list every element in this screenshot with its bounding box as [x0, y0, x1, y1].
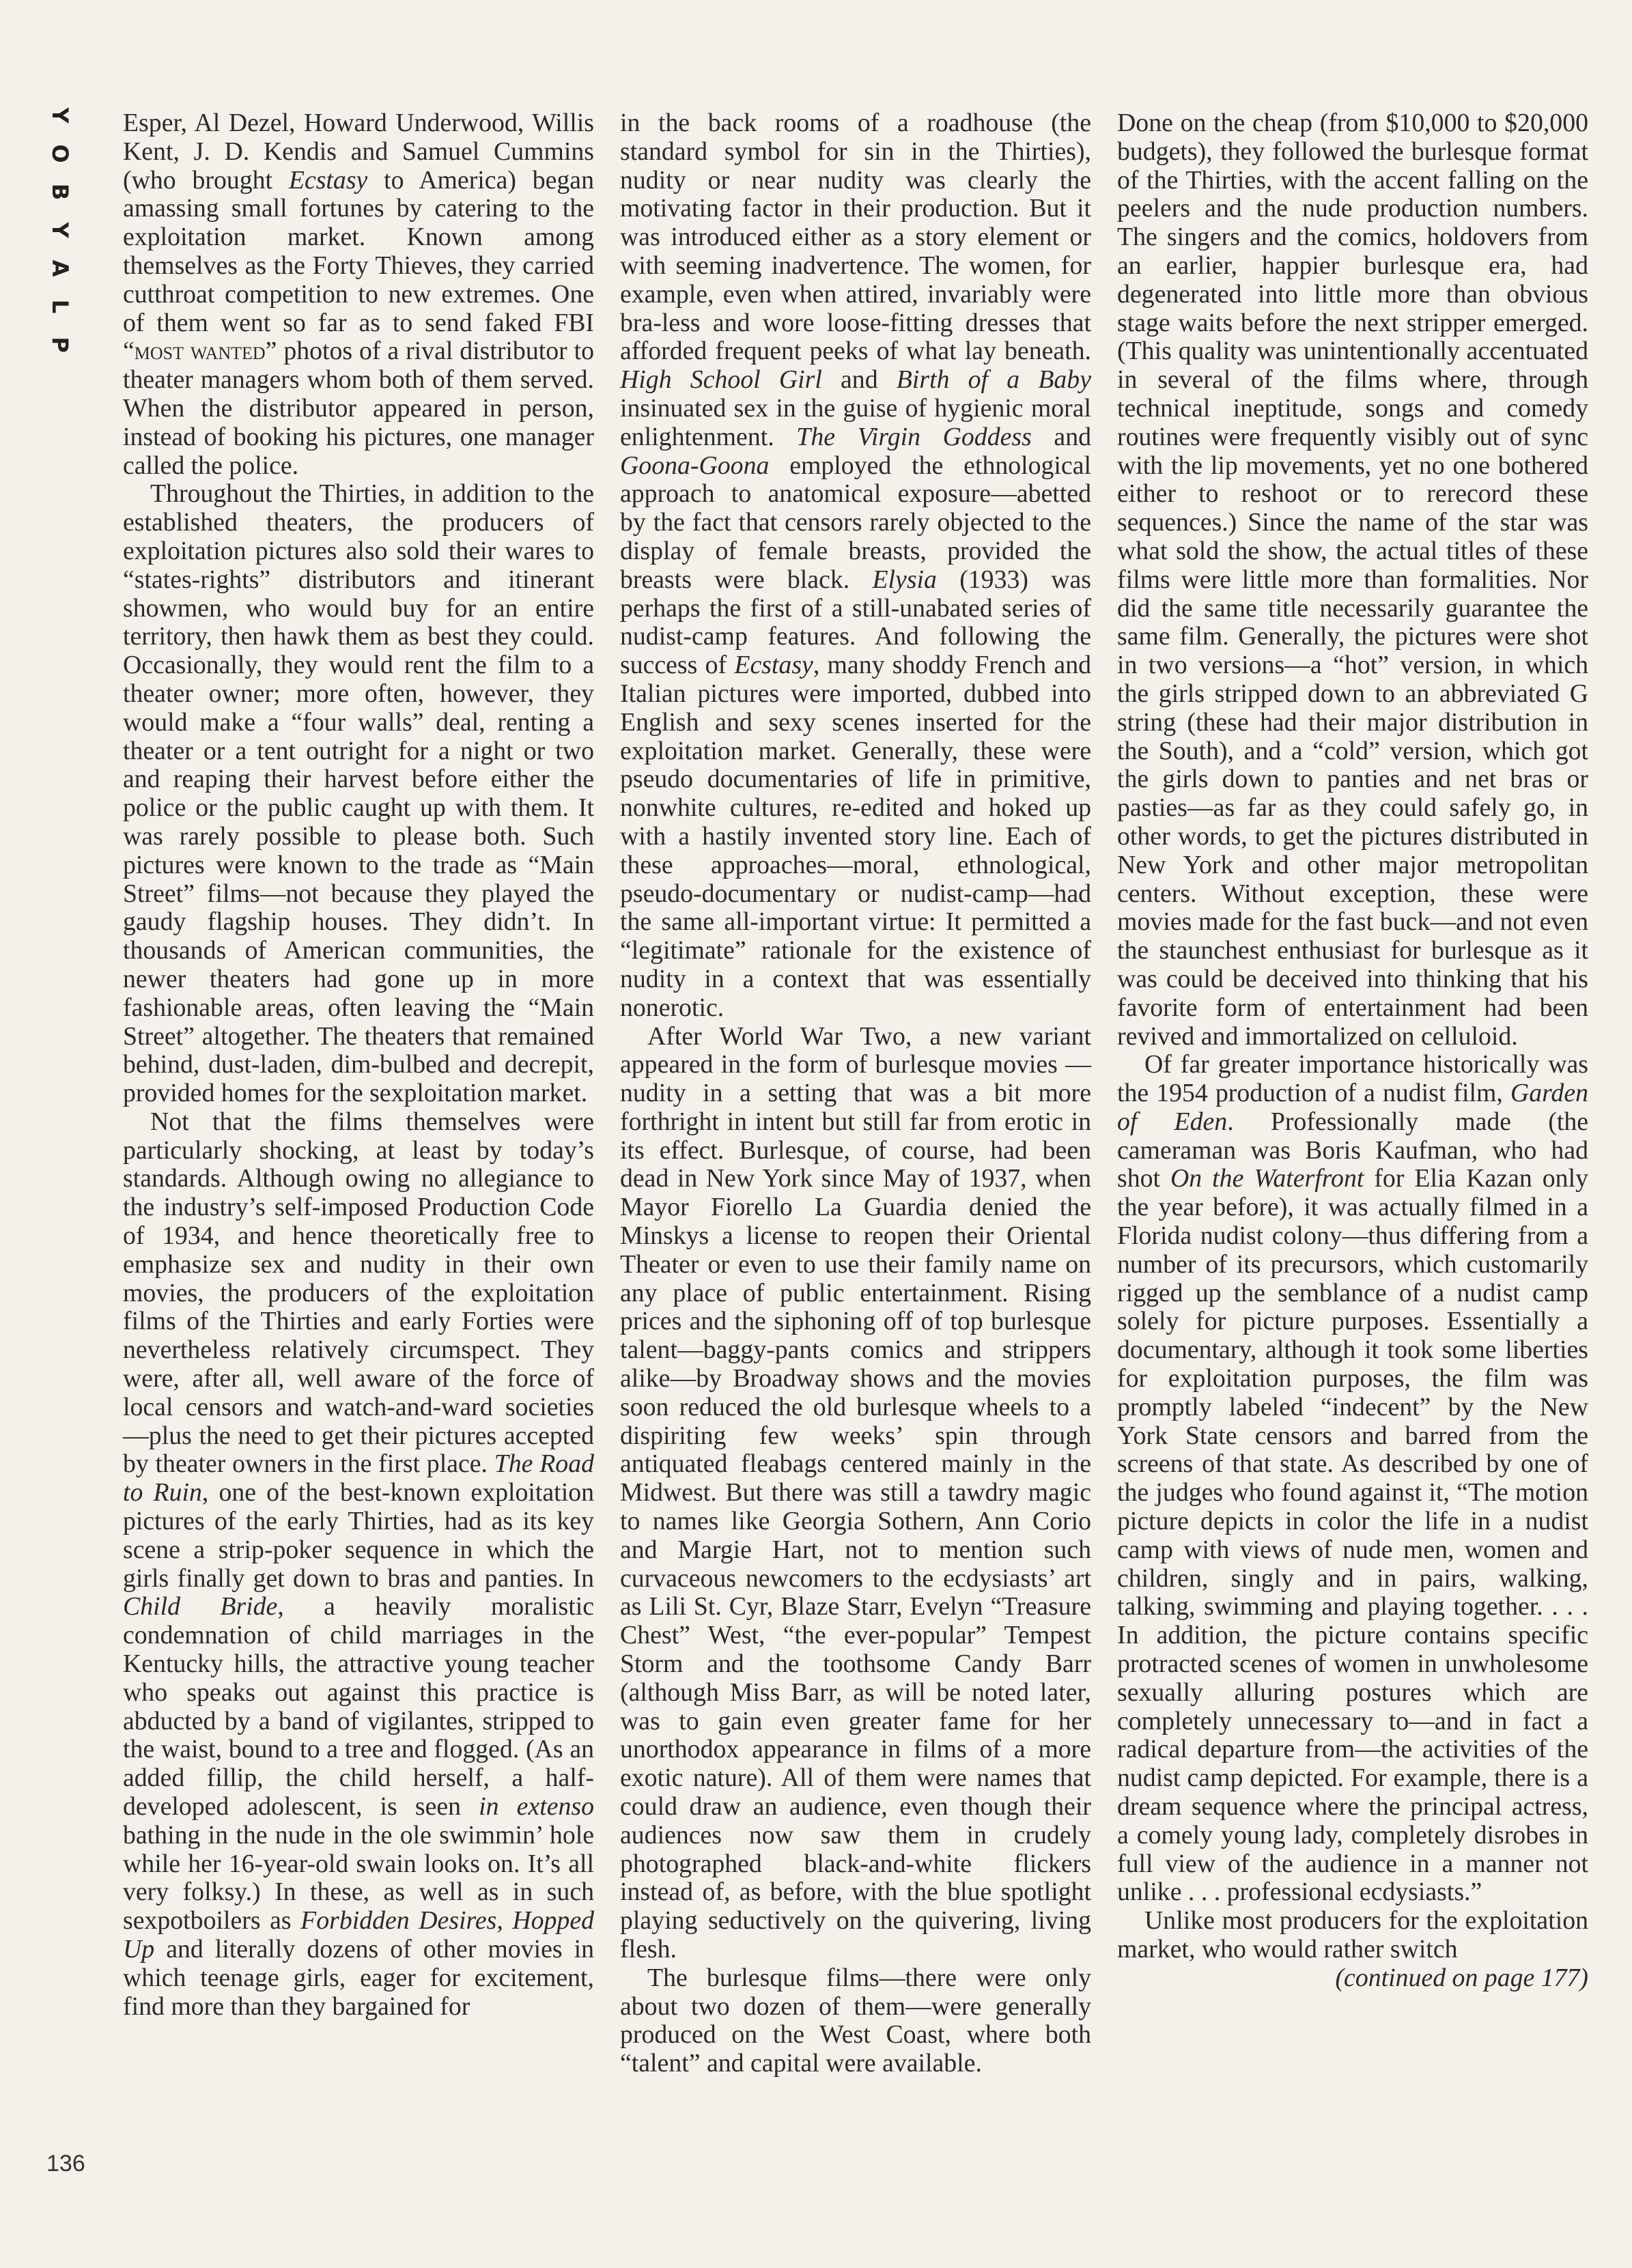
- paragraph: Throughout the Thirties, in addition to the established theaters, the producers of exploitation pictures also sold their wares to “states-rights” distributors and itinerant showmen, who would buy for an entire territory, then hawk them as best they could. Occasionally, they would rent the film to a theater owner; more often, however, they would make a “four walls” deal, renting a theater or a tent outright for a night or two and reaping their harvest before either the police or the public caught up with them. It was rarely possible to please both. Such pictures were known to the trade as “Main Street” films—not because they played the gaudy flagship houses. They didn’t. In thousands of American communities, the newer theaters had gone up in more fashionable areas, often leaving the “Main Street” altogether. The theaters that remained behind, dust-laden, dim-bulbed and decrepit, provided homes for the sexploitation market.: [123, 479, 594, 1108]
- paragraph: Of far greater importance historically was the 1954 production of a nudist film, Garden of Eden. Professionally made (the cameraman was Boris Kaufman, who had shot On the Waterfront for Elia Kazan only the year before), it was actually filmed in a Florida nudist colony—thus differing from a number of its precursors, which customarily rigged up the semblance of a nudist camp solely for picture purposes. Essentially a documentary, although it took some liberties for exploitation purposes, the film was promptly labeled “indecent” by the New York State censors and barred from the screens of that state. As described by one of the judges who found against it, “The motion picture depicts in color the life in a nudist camp with views of nude men, women and children, singly and in pairs, walking, talking, swimming and playing together. . . . In addition, the picture contains specific protracted scenes of women in unwholesome sexually alluring postures which are completely unnecessary to—and in fact a radical departure from—the activities of the nudist camp depicted. For example, there is a dream sequence where the principal actress, a comely young lady, completely disrobes in full view of the audience in a manner not unlike . . . professional ecdysiasts.”: [1117, 1050, 1588, 1907]
- masthead-letter: B: [47, 183, 73, 201]
- paragraph: Not that the films themselves were particularly shocking, at least by today’s standards. Although owing no allegiance to the industry’s self-imposed Production Code of 1934, and hence theoretically free to emphasize sex and nudity in their own movies, the producers of the exploitation films of the Thirties and early Forties were nevertheless relatively circumspect. They were, after all, well aware of the force of local censors and watch-and-ward societies—plus the need to get their pictures accepted by theater owners in the first place. The Road to Ruin, one of the best-known exploitation pictures of the early Thirties, had as its key scene a strip-poker sequence in which the girls finally get down to bras and panties. In Child Bride, a heavily moralistic condemnation of child marriages in the Kentucky hills, the attractive young teacher who speaks out against this practice is abducted by a band of vigilantes, stripped to the waist, bound to a tree and flogged. (As an added fillip, the child herself, a half-developed adolescent, is seen in extenso bathing in the nude in the ole swimmin’ hole while her 16-year-old swain looks on. It’s all very folksy.) In these, as well as in such sexpotboilers as Forbidden Desires, Hopped Up and literally dozens of other movies in which teenage girls, eager for excitement, find more than they bargained for: [123, 1107, 594, 2021]
- paragraph: Esper, Al Dezel, Howard Underwood, Willis Kent, J. D. Kendis and Samuel Cummins (who brought Ecstasy to America) began amassing small fortunes by catering to the exploitation market. Known among themselves as the Forty Thieves, they carried cutthroat competition to new extremes. One of them went so far as to send faked FBI “most wanted” photos of a rival distributor to theater managers whom both of them served. When the distributor appeared in person, instead of booking his pictures, one manager called the police.: [123, 109, 595, 480]
- masthead-letter: O: [47, 144, 73, 163]
- continued-note: (continued on page 177): [1335, 1963, 1588, 1992]
- masthead-letter: L: [47, 299, 73, 314]
- masthead-letter: Y: [47, 107, 73, 124]
- masthead-letter: P: [47, 337, 73, 353]
- paragraph: The burlesque films—there were only about two dozen of them—were generally produced on the West Coast, where both “talent” and capital were available.: [620, 1963, 1091, 2078]
- page-number: 136: [46, 2151, 85, 2177]
- paragraph: in the back rooms of a roadhouse (the standard symbol for sin in the Thirties), nudity or near nudity was clearly the motivating factor in their production. But it was introduced either as a story element or with seeming inadvertence. The women, for example, even when attired, invariably were bra-less and wore loose-fitting dresses that afforded frequent peeks of what lay beneath. High School Girl and Birth of a Baby insinuated sex in the guise of hygienic moral enlightenment. The Virgin Goddess and Goona-Goona employed the ethnological approach to anatomical exposure—abetted by the fact that censors rarely objected to the display of female breasts, provided the breasts were black. Elysia (1933) was perhaps the first of a still-unabated series of nudist-camp features. And following the success of Ecstasy, many shoddy French and Italian pictures were imported, dubbed into English and sexy scenes inserted for the exploitation market. Generally, these were pseudo documentaries of life in primitive, nonwhite cultures, re-edited and hoked up with a hastily invented story line. Each of these approaches—moral, ethnological, pseudo-documentary or nudist-camp—had the same all-important virtue: It permitted a “legitimate” rationale for the existence of nudity in a context that was essentially nonerotic.: [620, 109, 1092, 1022]
- masthead-letter: A: [47, 259, 73, 277]
- paragraph: Done on the cheap (from $10,000 to $20,000 budgets), they followed the burlesque format of the Thirties, with the accent falling on the peelers and the nude production numbers. The singers and the comics, holdovers from an earlier, happier burlesque era, had degenerated into little more than obvious stage waits before the next stripper emerged. (This quality was unintentionally accentuated in several of the films where, through technical ineptitude, songs and comedy routines were frequently visibly out of sync with the lip movements, yet no one bothered either to reshoot or to rerecord these sequences.) Since the name of the star was what sold the show, the actual titles of these films were little more than formalities. Nor did the same title necessarily guarantee the same film. Generally, the pictures were shot in two versions—a “hot” version, in which the girls stripped down to an abbreviated G string (these had their major distribution in the South), and a “cold” version, which got the girls down to panties and net bras or pasties—as far as they could safely go, in other words, to get the pictures distributed in New York and other major metropolitan centers. Without exception, these were movies made for the fast buck—and not even the staunchest enthusiast for burlesque as it was could be deceived into thinking that his favorite form of entertainment had been revived and immortalized on celluloid.: [1117, 109, 1588, 1051]
- masthead-letter: Y: [47, 222, 73, 238]
- article-column-2: [620, 109, 1091, 2078]
- paragraph: After World War Two, a new variant appeared in the form of burlesque movies —nudity in a setting that was a bit more forthright in intent but still far from erotic in its effect. Burlesque, of course, had been dead in New York since May of 1937, when Mayor Fiorello La Guardia denied the Minskys a license to reopen their Oriental Theater or even to use their family name on any place of public entertainment. Rising prices and the siphoning off of top burlesque talent—baggy-pants comics and strippers alike—by Broadway shows and the movies soon reduced the old burlesque wheels to a dispiriting few weeks’ spin through antiquated fleabags centered mainly in the Midwest. But there was still a tawdry magic to names like Georgia Sothern, Ann Corio and Margie Hart, not to mention such curvaceous newcomers to the ecdysiasts’ art as Lili St. Cyr, Blaze Starr, Evelyn “Treasure Chest” West, “the ever-popular” Tempest Storm and the toothsome Candy Barr (although Miss Barr, as will be noted later, was to gain even greater fame for her unorthodox appearance in films of a more exotic nature). All of them were names that could draw an audience, even though their audiences now saw them in crudely photographed black-and-white flickers instead of, as before, with the blue spotlight playing seductively on the quivering, living flesh.: [620, 1021, 1091, 1964]
- article-column-3: [1117, 109, 1588, 1993]
- magazine-masthead-vertical: [40, 102, 81, 375]
- article-column-1: [123, 109, 594, 2021]
- paragraph: Unlike most producers for the exploitation market, who would rather switch: [1117, 1906, 1588, 1964]
